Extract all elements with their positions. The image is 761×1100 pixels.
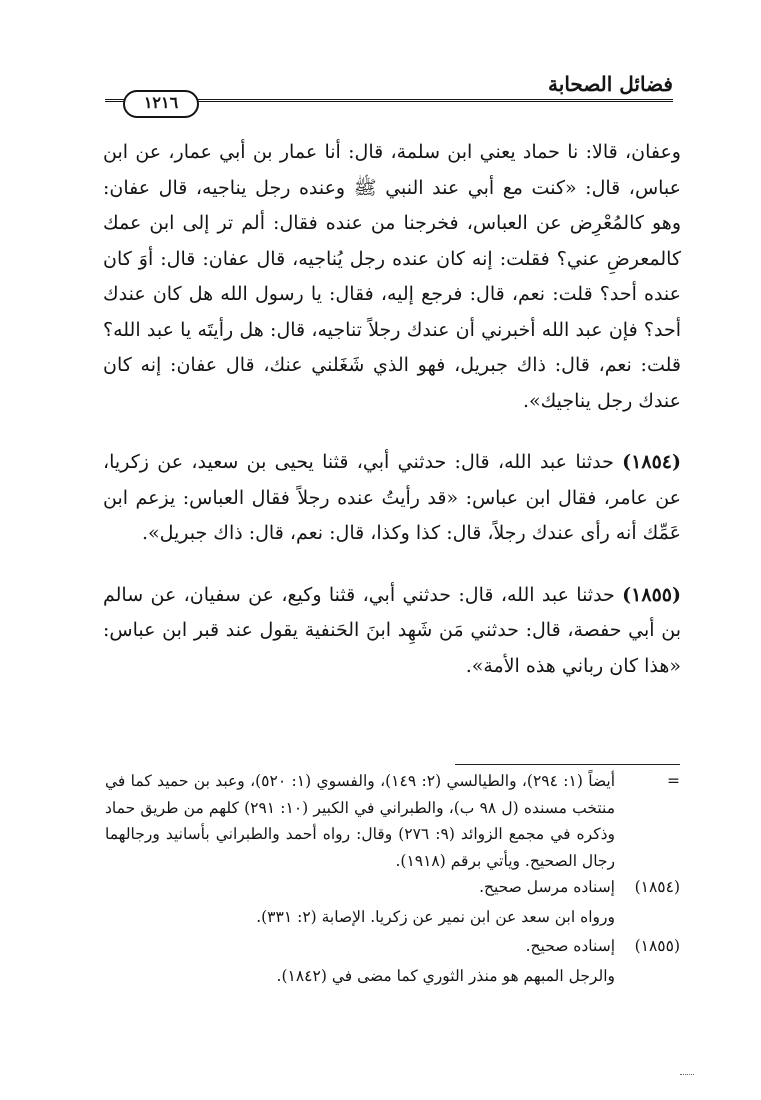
footnote-divider — [455, 764, 680, 765]
footnote-text: إسناده مرسل صحيح. — [479, 878, 615, 896]
hadith-continuation: وعفان، قالا: نا حماد يعني ابن سلمة، قال: أنا عمار بن أبي عمار، عن ابن عباس، قال: «كنت مع أبي عند النبي ﷺ وعنده رجل يناجيه، قال عفان: وهو كالمُعْرِض عن العباس، فخرجنا من عنده فقال: ألم تر إلى ابن عمك كالمعرضِ عني؟ فقلت: إنه كان عنده رجل يُناجيه، قال عفان: قال: أوَ كان عنده أحد؟ قلت: نعم، قال: فرجع إليه، فقال: يا رسول الله هل كان عندك أحد؟ فإن عبد الله أخبرني أن عندك رجلاً تناجيه، قال: هل رأيتَه يا عبد الله؟ قلت: نعم، قال: ذاك جبريل، فهو الذي شَغَلني عنك، قال عفان: إنه كان عندك رجل يناجيك». — [103, 141, 681, 412]
hadith-text: حدثنا عبد الله، قال: حدثني أبي، قثنا يحيى بن سعيد، عن زكريا، عن عامر، فقال ابن عباس: «قد رأيتُ عنده رجلاً فقال العباس: يزعم ابن عَمِّك أنه رأى عندك رجلاً، قال: كذا وكذا، قال: نعم، قال: ذاك جبريل». — [103, 451, 681, 544]
hadith-text: حدثنا عبد الله، قال: حدثني أبي، قثنا وكيع، عن سفيان، عن سالم بن أبي حفصة، قال: حدثني مَن شَهِد ابنَ الحَنفية يقول عند قبر ابن عباس: «هذا كان رباني هذه الأمة». — [103, 583, 681, 677]
page-number: ١٢١٦ — [123, 90, 199, 118]
footnote-text: إسناده صحيح. — [525, 937, 615, 955]
page-header — [105, 72, 673, 112]
footnote-detail: ورواه ابن سعد عن ابن نمير عن زكريا. الإصابة (٢: ٣٣١). — [256, 907, 615, 926]
hadith-number: (١٨٥٥) — [622, 583, 681, 606]
footnote-marker: (١٨٥٥) — [634, 937, 680, 955]
running-title: فضائل الصحابة — [548, 72, 673, 96]
hadith-number: (١٨٥٤) — [622, 451, 681, 473]
footnote-detail: والرجل المبهم هو منذر الثوري كما مضى في (١٨٤٢). — [276, 966, 615, 985]
footnote-continued — [105, 768, 680, 874]
footnote-marker: (١٨٥٤) — [634, 878, 680, 896]
footnote-text: أيضاً (١: ٢٩٤)، والطيالسي (٢: ١٤٩)، والفسوي (١: ٥٢٠)، وعبد بن حميد كما في منتخب مسنده (ل ٩٨ ب)، والطبراني في الكبير (١٠: ٢٩١) كلهم من طريق حماد وذكره في مجمع الزوائد (٩: ٢٧٦) وقال: رواه أحمد والطبراني بأسانيد ورجالهما رجال الصحيح. ويأتي برقم (١٩١٨). — [105, 772, 616, 870]
scan-edge-mark — [680, 1074, 694, 1075]
hadith-1855 — [103, 578, 681, 685]
hadith-1854 — [103, 445, 681, 552]
footnote-marker: = — [667, 772, 680, 790]
footnote-1854 — [105, 874, 680, 901]
main-text — [103, 135, 681, 710]
footnote-1855 — [105, 933, 680, 960]
footnotes — [105, 768, 680, 992]
